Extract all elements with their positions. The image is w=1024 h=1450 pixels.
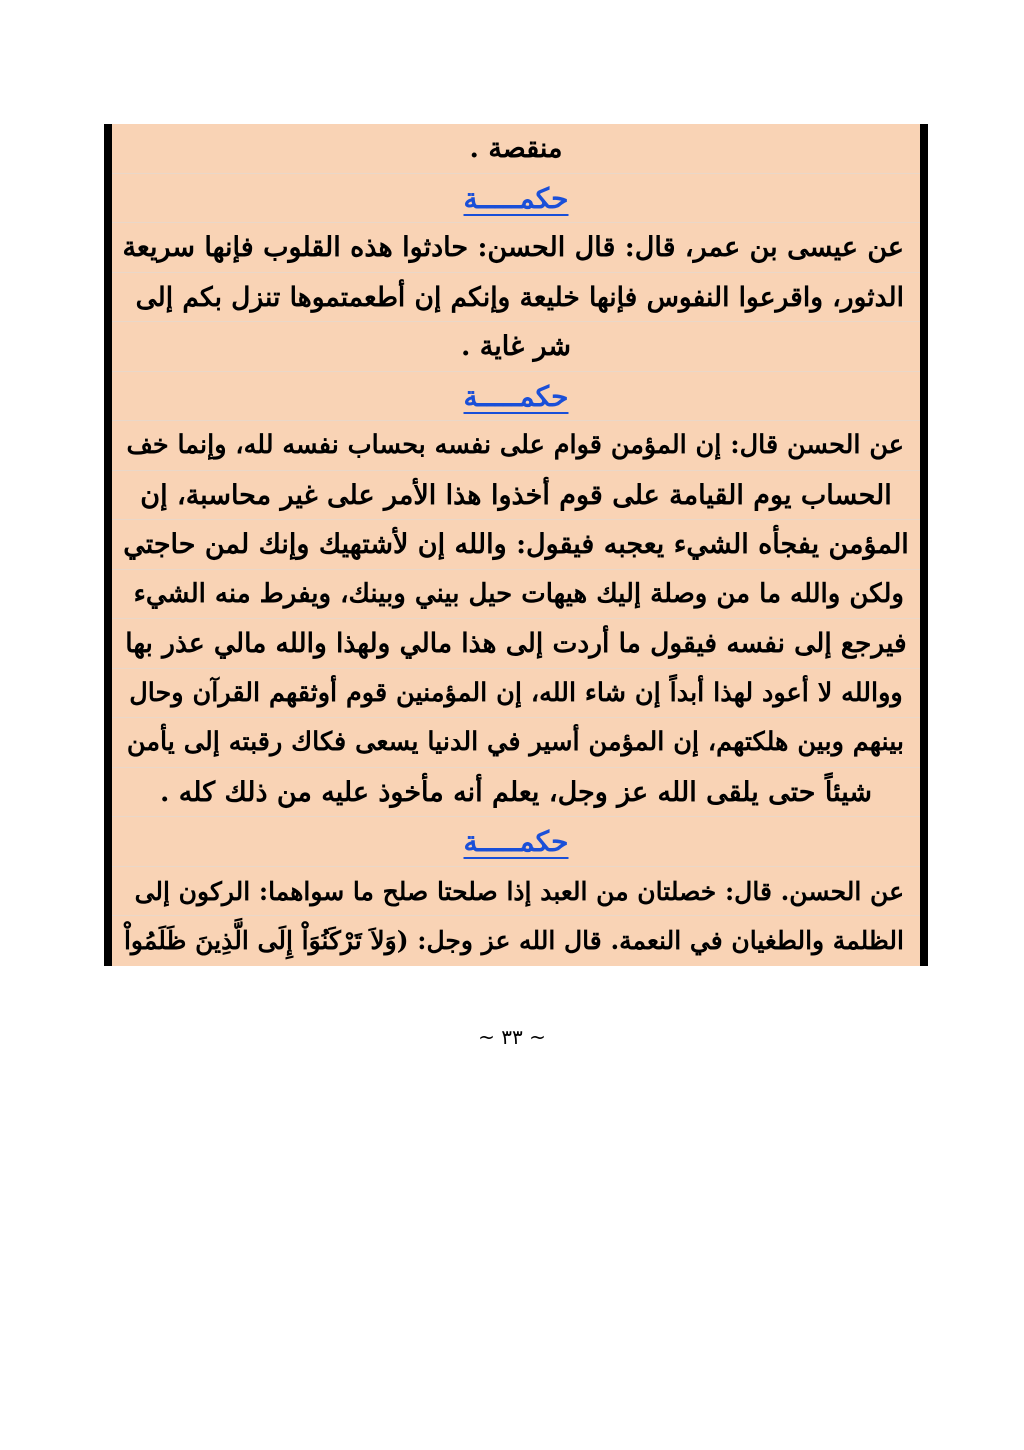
text-line-11: بينهم وبين هلكتهم، إن المؤمن أسير في الدنيا يسعى فكاك رقبته إلى يأمن [112, 718, 920, 768]
section-heading-hikma-3: حكمـــــة [112, 817, 920, 867]
text-line-8: ولكن والله ما من وصلة إليك هيهات حيل بيني وبينك، ويفرط منه الشيء [112, 570, 920, 620]
text-line-5: عن الحسن قال: إن المؤمن قوام على نفسه بحساب نفسه لله، وإنما خف [112, 421, 920, 471]
text-line-7: المؤمن يفجأه الشيء يعجبه فيقول: والله إن لأشتهيك وإنك لمن حاجتي [112, 520, 920, 570]
section-heading-hikma-1: حكمـــــة [112, 174, 920, 224]
text-line-13: عن الحسن. قال: خصلتان من العبد إذا صلحتا صلح ما سواهما: الركون إلى [112, 867, 920, 917]
text-line-10: ووالله لا أعود لهذا أبداً إن شاء الله، إن المؤمنين قوم أوثقهم القرآن وحال [112, 669, 920, 719]
text-line-3: الدثور، واقرعوا النفوس فإنها خليعة وإنكم إن أطعمتموها تنزل بكم إلى [112, 273, 920, 323]
text-line-1: منقصة . [112, 124, 920, 174]
page-frame [104, 124, 928, 966]
text-line-14: الظلمة والطغيان في النعمة. قال الله عز وجل: (وَلاَ تَرْكَنُوَاْ إِلَى الَّذِينَ ظَلَمُواْ [123, 926, 904, 956]
text-line-2: عن عيسى بن عمر، قال: قال الحسن: حادثوا هذه القلوب فإنها سريعة [112, 223, 920, 273]
text-line-6: الحساب يوم القيامة على قوم أخذوا هذا الأمر على غير محاسبة، إن [112, 471, 920, 521]
section-heading-hikma-2: حكمـــــة [112, 372, 920, 422]
page-number: ~ ٣٣ ~ [478, 1025, 546, 1049]
text-line-4: شر غاية . [112, 322, 920, 372]
text-line-12: شيئاً حتى يلقى الله عز وجل، يعلم أنه مأخوذ عليه من ذلك كله . [112, 768, 920, 818]
text-line-9: فيرجع إلى نفسه فيقول ما أردت إلى هذا مالي ولهذا والله مالي عذر بها [112, 619, 920, 669]
